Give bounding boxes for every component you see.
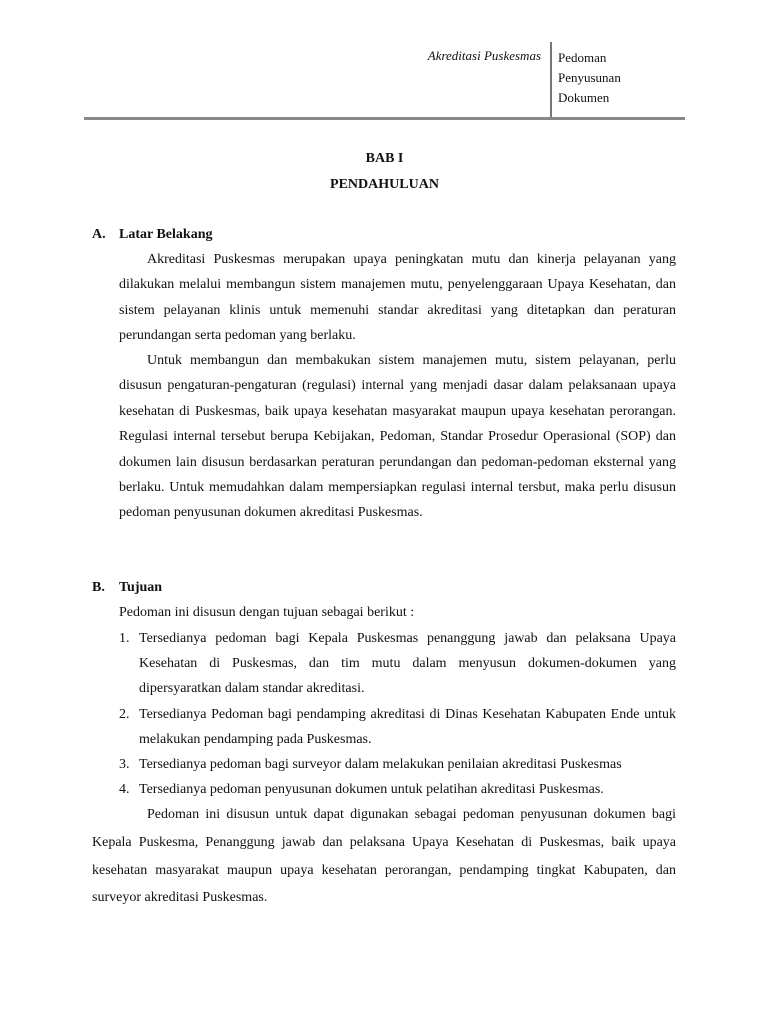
goal-text: Tersedianya Pedoman bagi pendamping akreditasi di Dinas Kesehatan Kabupaten Ende untuk melakukan pendamping pada Puskesmas. [139, 706, 676, 747]
page-header [84, 42, 685, 118]
section-b-intro: Pedoman ini disusun dengan tujuan sebagai berikut : [119, 605, 415, 620]
goals-list [119, 626, 676, 802]
section-b-closing-paragraph: Pedoman ini disusun untuk dapat digunakan sebagai pedoman penyusunan dokumen bagi Kepala Puskesma, Penanggung jawab dan pelaksana Upaya Kesehatan di Puskesmas, baik upaya kesehatan masyarakat maupun upaya kesehatan perorangan, pendamping tingkat Kabupaten, dan surveyor akreditasi Puskesmas. [92, 807, 676, 906]
header-line-2: Penyusunan [558, 70, 621, 85]
goal-item [119, 777, 676, 802]
goal-text: Tersedianya pedoman bagi Kepala Puskesmas penanggung jawab dan pelaksana Upaya Kesehatan di Puskesmas, dan tim mutu dalam menyusun dokumen-dokumen yang dipersyaratkan dalam standar akreditasi. [139, 631, 676, 697]
chapter-title: PENDAHULUAN [330, 177, 439, 192]
header-line-1: Pedoman [558, 50, 607, 65]
section-a-letter: A. [92, 227, 106, 242]
section-a-paragraph-1: Akreditasi Puskesmas merupakan upaya peningkatan mutu dan kinerja pelayanan yang dilakukan melalui membangun sistem manajemen mutu, penyelenggaraan Upaya Kesehatan, dan sistem pelayanan klinis untuk memenuhi standar akreditasi yang ditetapkan dan peraturan perundangan serta pedoman yang berlaku. [119, 252, 676, 344]
chapter-number: BAB I [365, 151, 404, 166]
section-a-title: Latar Belakang [119, 227, 213, 242]
section-a-paragraph-2: Untuk membangun dan membakukan sistem manajemen mutu, sistem pelayanan, perlu disusun pengaturan-pengaturan (regulasi) internal yang menjadi dasar dalam pelaksanaan upaya kesehatan di Puskesmas, baik upaya kesehatan masyarakat maupun upaya kesehatan perorangan. Regulasi internal tersebut berupa Kebijakan, Pedoman, Standar Prosedur Operasional (SOP) dan dokumen lain disusun berdasarkan peraturan perundangan dan pedoman-pedoman eksternal yang berlaku. Untuk memudahkan dalam mempersiapkan regulasi internal tersbut, maka perlu disusun pedoman penyusunan dokumen akreditasi Puskesmas. [119, 353, 676, 521]
section-b-title: Tujuan [119, 580, 163, 595]
goal-number: 3. [119, 757, 130, 773]
goal-number: 4. [119, 782, 130, 798]
goal-text: Tersedianya pedoman bagi surveyor dalam melakukan penilaian akreditasi Puskesmas [139, 757, 622, 773]
header-document-title: Akreditasi Puskesmas [427, 48, 541, 63]
header-divider [550, 42, 552, 118]
header-document-type [558, 48, 621, 108]
header-rule [84, 117, 685, 120]
goal-text: Tersedianya pedoman penyusunan dokumen untuk pelatihan akreditasi Puskesmas. [139, 782, 604, 798]
goal-item [119, 626, 676, 702]
goal-number: 2. [119, 706, 130, 722]
section-b-letter: B. [92, 580, 105, 595]
header-line-3: Dokumen [558, 90, 610, 105]
goal-item [119, 702, 676, 752]
goal-item [119, 752, 676, 777]
goal-number: 1. [119, 631, 130, 646]
